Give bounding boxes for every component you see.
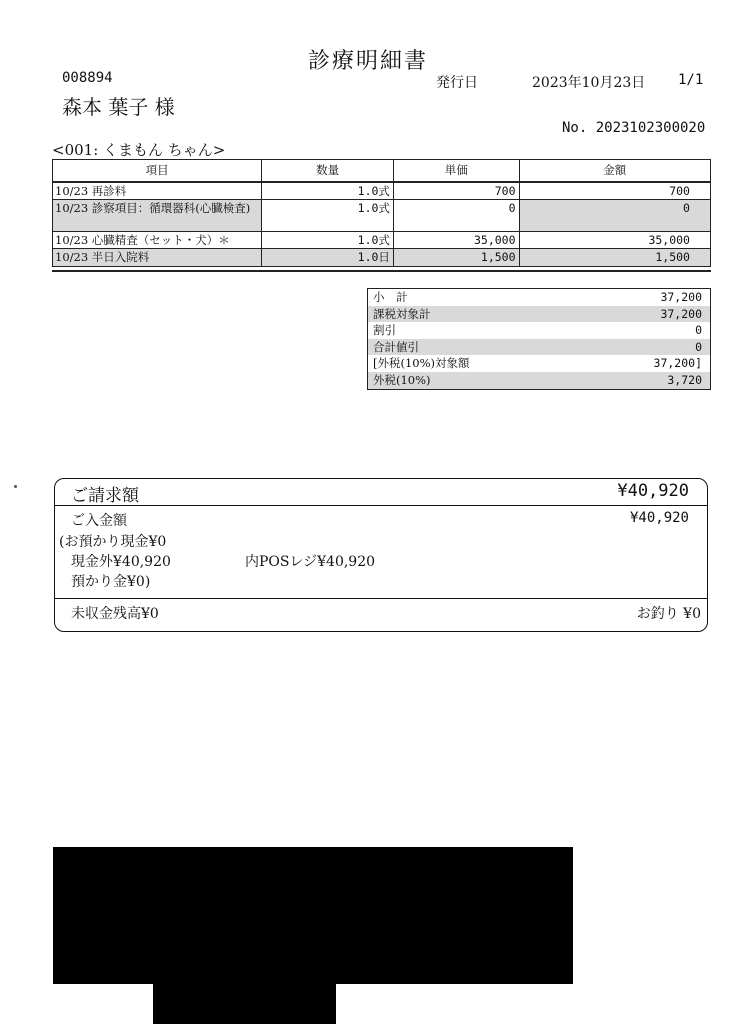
totals-row [368, 355, 710, 372]
totals-value: 0 [695, 339, 702, 354]
totals-value: 37,200] [653, 356, 702, 371]
row-item: 10/23 半日入院料 [53, 249, 262, 266]
header-amount: 金額 [603, 163, 627, 177]
totals-label: 小 計 [373, 290, 408, 304]
totals-value: 37,200 [660, 290, 702, 304]
row-quantity: 1.0式 [262, 183, 394, 199]
table-row [53, 231, 710, 248]
redaction-block [153, 984, 336, 1024]
paid-label: ご入金額 [71, 513, 127, 529]
row-unit-price: 1,500 [394, 249, 520, 266]
scan-speck [14, 485, 17, 488]
row-item: 10/23 心臓精査（セット・犬）＊ [53, 232, 262, 248]
row-unit-price: 700 [394, 183, 520, 199]
totals-table [367, 288, 711, 390]
billing-label: ご請求額 [71, 486, 139, 506]
totals-label: 課税対象計 [373, 306, 431, 321]
document-number: No. 2023102300020 [562, 120, 706, 136]
patient-id: 008894 [62, 70, 113, 86]
billing-header [55, 479, 707, 506]
row-quantity: 1.0式 [262, 200, 394, 231]
billing-divider [55, 598, 707, 599]
totals-label: 合計値引 [373, 339, 419, 354]
change: お釣り ¥0 [636, 606, 701, 622]
table-divider [52, 270, 711, 272]
pet-name: <001: くまもん ちゃん> [52, 141, 226, 159]
owner-name: 森本 葉子 様 [62, 95, 175, 119]
table-row [53, 182, 710, 199]
deposit: 預かり金¥0) [71, 574, 151, 590]
header-item: 項目 [53, 160, 262, 181]
table-row [53, 199, 710, 231]
billing-box [54, 478, 708, 632]
totals-row [368, 306, 710, 323]
items-table [52, 159, 711, 267]
pos-register: 内POSレジ¥40,920 [245, 554, 376, 570]
table-row [53, 248, 710, 266]
totals-value: 0 [695, 323, 702, 338]
totals-value: 3,720 [667, 372, 702, 387]
totals-label: [外税(10%)対象額 [373, 356, 470, 371]
header-unit-price: 単価 [394, 160, 520, 181]
row-amount: 0 [520, 200, 710, 231]
redaction-block [53, 847, 573, 984]
row-amount: 1,500 [655, 250, 690, 264]
row-quantity: 1.0日 [262, 249, 394, 266]
cash-other: 現金外¥40,920 [71, 554, 171, 570]
row-unit-price: 0 [394, 200, 520, 231]
row-item: 10/23 再診料 [53, 183, 262, 199]
row-quantity: 1.0式 [262, 232, 394, 248]
totals-row [368, 289, 710, 306]
totals-label: 外税(10%) [373, 372, 431, 387]
page-number: 1/1 [678, 72, 704, 88]
totals-value: 37,200 [660, 306, 702, 321]
deposit-cash: (お預かり現金¥0 [59, 534, 167, 550]
paid-amount: ¥40,920 [629, 510, 689, 526]
items-table-header [53, 160, 710, 182]
totals-label: 割引 [373, 323, 396, 338]
unpaid-balance: 未収金残高¥0 [71, 606, 159, 622]
row-unit-price: 35,000 [394, 232, 520, 248]
row-amount: 35,000 [648, 233, 690, 247]
totals-row [368, 322, 710, 339]
row-amount: 700 [669, 184, 690, 198]
issue-date-label: 発行日 [436, 75, 478, 91]
header-quantity: 数量 [262, 160, 394, 181]
billing-amount: ¥40,920 [617, 481, 689, 501]
totals-row [368, 339, 710, 356]
totals-row [368, 372, 710, 389]
document-title: 診療明細書 [307, 49, 428, 74]
issue-date: 2023年10月23日 [532, 75, 646, 91]
row-item: 10/23 診察項目：循環器科(心臓検査) [53, 200, 262, 231]
